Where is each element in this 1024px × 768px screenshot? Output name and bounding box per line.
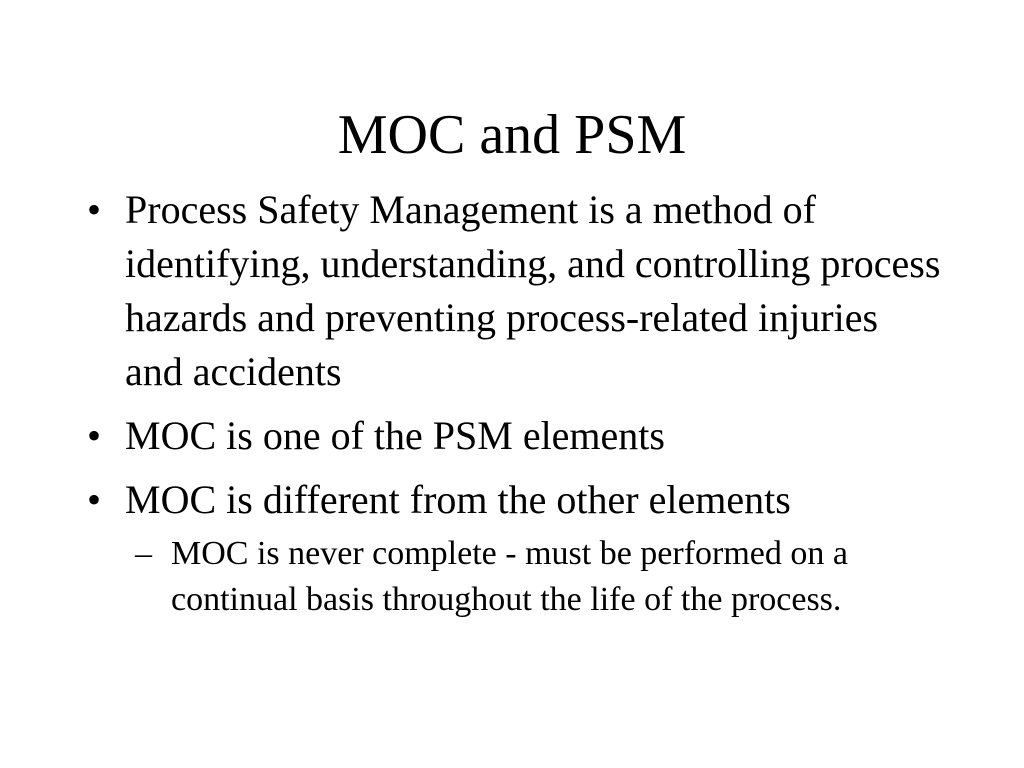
bullet-item-moc-different	[82, 473, 962, 623]
bullet-text: Process Safety Management is a method of identifying, understanding, and controlling process hazards and preventing process-related injuries and accidents	[125, 187, 941, 394]
bullet-marker: •	[87, 187, 102, 232]
bullet-text: MOC is different from the other elements	[125, 477, 791, 522]
bullet-marker: •	[87, 477, 102, 522]
sub-bullet-marker: –	[135, 535, 152, 572]
bullet-marker: •	[87, 413, 102, 458]
bullet-item-moc-element	[82, 409, 962, 463]
bullet-item-psm-definition	[82, 183, 945, 399]
bullet-list	[82, 183, 962, 633]
sub-bullet-list	[125, 531, 962, 623]
sub-bullet-item-moc-never-complete	[125, 531, 941, 623]
sub-bullet-text: MOC is never complete - must be performed on a continual basis throughout the life of the process.	[171, 535, 848, 618]
bullet-text: MOC is one of the PSM elements	[125, 413, 665, 458]
slide-title: MOC and PSM	[337, 104, 687, 166]
